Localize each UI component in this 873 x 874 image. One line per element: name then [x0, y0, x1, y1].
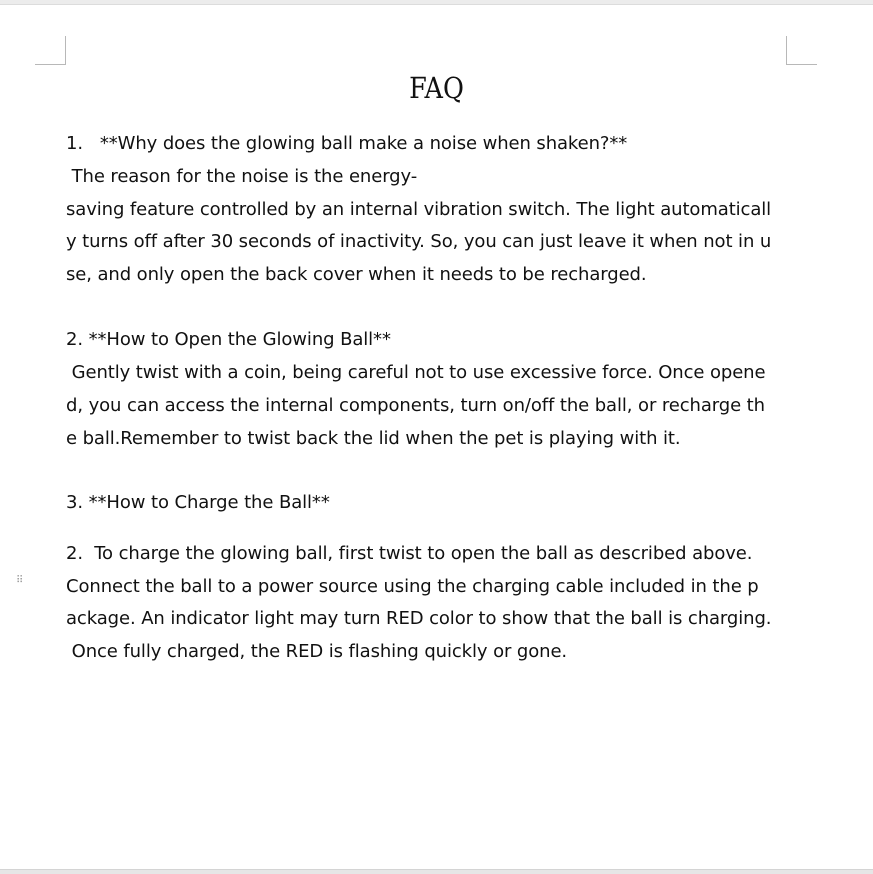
section-1-heading: 1. **Why does the glowing ball make a noise when shaken?** — [66, 133, 628, 154]
section-1-line: saving feature controlled by an internal vibration switch. The light automaticall — [66, 199, 772, 220]
section-4-line: 2. To charge the glowing ball, first twist to open the ball as described above. — [66, 543, 753, 564]
section-4-line: Once fully charged, the RED is flashing quickly or gone. — [66, 641, 568, 662]
section-1-line: y turns off after 30 seconds of inactivity. So, you can just leave it when not in u — [66, 231, 772, 252]
margin-corner-top-left — [35, 36, 66, 65]
section-1-line: se, and only open the back cover when it needs to be recharged. — [66, 264, 647, 285]
section-1-line: The reason for the noise is the energy- — [66, 166, 418, 187]
section-2-heading: 2. **How to Open the Glowing Ball** — [66, 329, 391, 350]
page-bottom-edge — [0, 869, 873, 874]
page-title: FAQ — [409, 71, 464, 105]
section-2-line: e ball.Remember to twist back the lid when the pet is playing with it. — [66, 428, 681, 449]
margin-corner-top-right — [786, 36, 817, 65]
section-3-heading: 3. **How to Charge the Ball** — [66, 492, 330, 513]
paragraph-drag-handle-icon[interactable]: ⠿ — [16, 575, 25, 586]
section-4-line: ackage. An indicator light may turn RED color to show that the ball is charging. — [66, 608, 772, 629]
page-top-edge — [0, 0, 873, 5]
section-4-line: Connect the ball to a power source using the charging cable included in the p — [66, 576, 759, 597]
section-2-line: Gently twist with a coin, being careful not to use excessive force. Once opene — [66, 362, 766, 383]
section-2-line: d, you can access the internal components, turn on/off the ball, or recharge th — [66, 395, 765, 416]
